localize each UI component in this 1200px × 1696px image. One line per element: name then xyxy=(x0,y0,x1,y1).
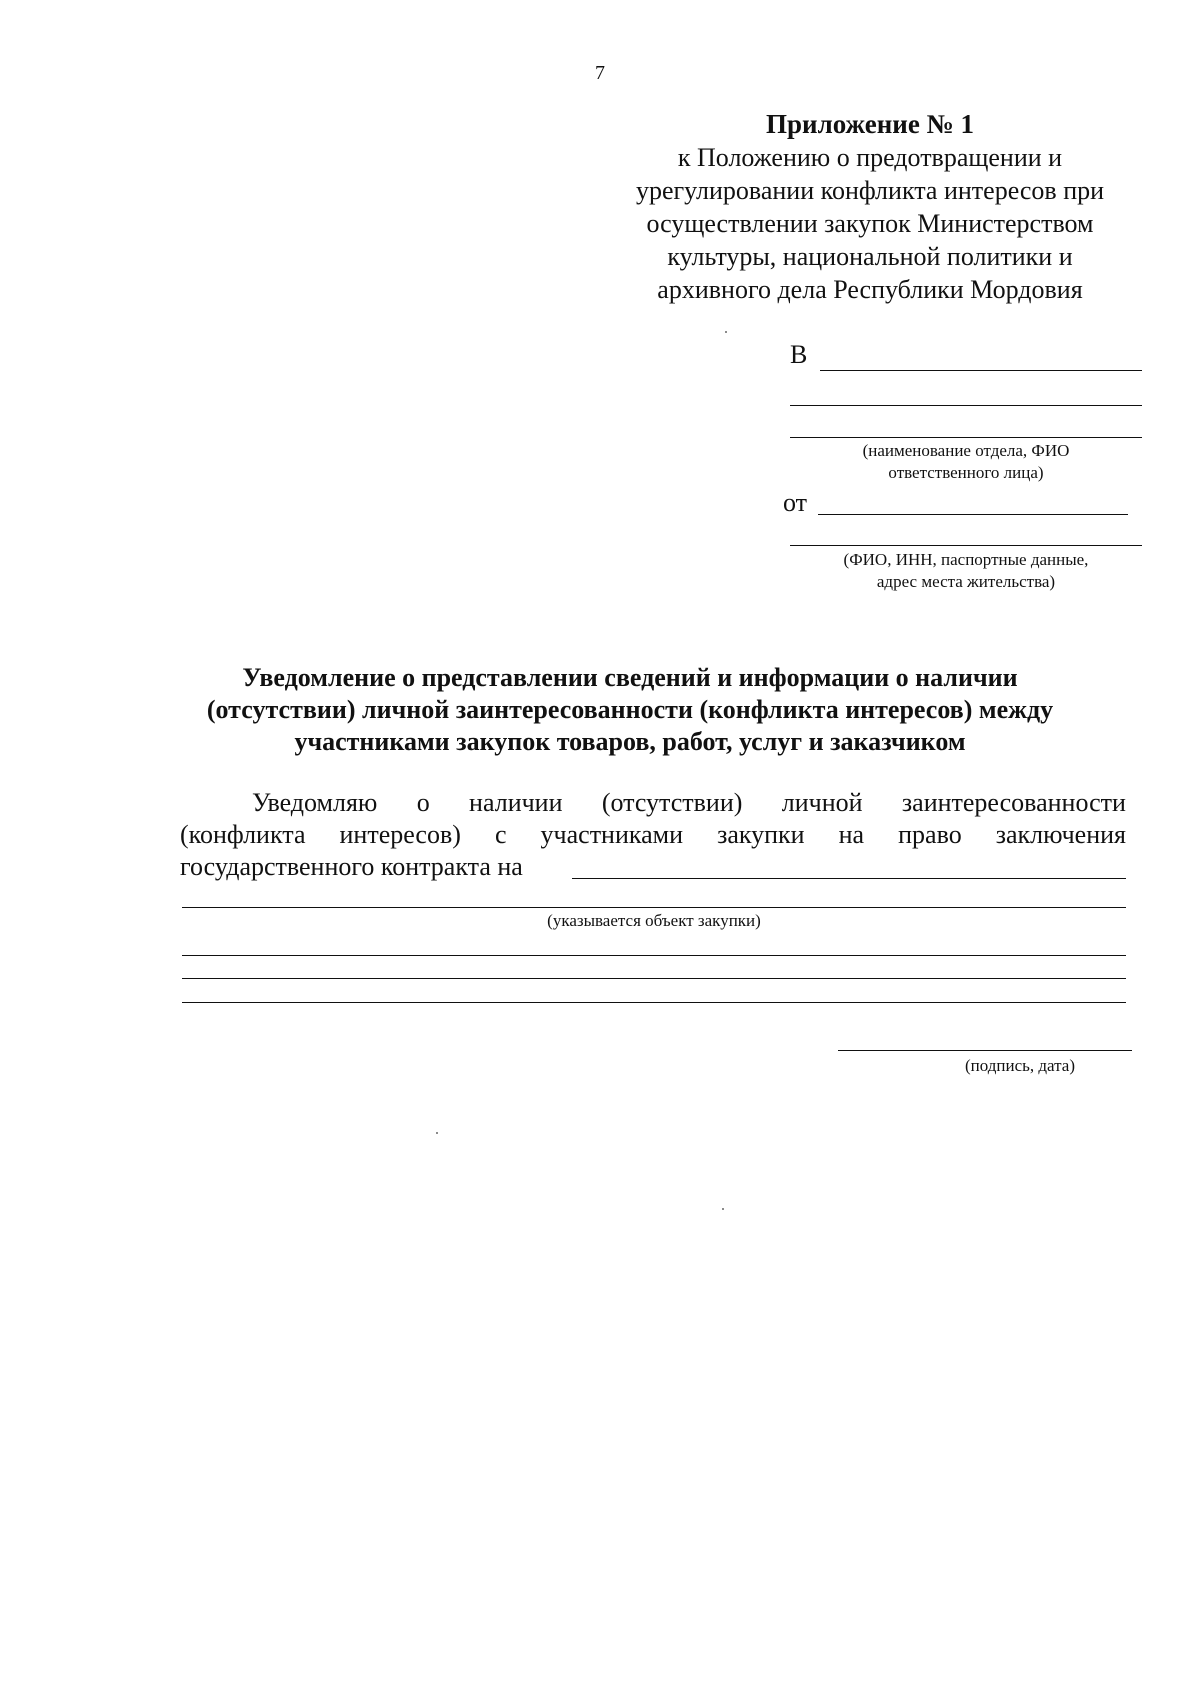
body-word: наличии xyxy=(469,788,563,817)
recipient-from-line-2[interactable] xyxy=(790,545,1142,546)
body-word: Уведомляю xyxy=(252,788,378,817)
contract-object-line-1[interactable] xyxy=(572,878,1126,879)
page-number: 7 xyxy=(595,62,605,84)
recipient-to-label: В xyxy=(790,340,808,369)
contract-object-line-4[interactable] xyxy=(182,978,1126,979)
appendix-line: культуры, национальной политики и xyxy=(667,242,1073,271)
recipient-to-line-3[interactable] xyxy=(790,437,1142,438)
signature-caption: (подпись, дата) xyxy=(964,1056,1075,1075)
body-word: (конфликта xyxy=(180,820,306,849)
appendix-line: к Положению о предотвращении и xyxy=(677,143,1063,172)
caption-line: адрес места жительства) xyxy=(876,572,1056,591)
body-row-3-text: государственного контракта на xyxy=(180,852,523,881)
body-word: закупки xyxy=(717,820,805,849)
body-word: заинтересованности xyxy=(901,788,1126,817)
recipient-from-label: от xyxy=(783,488,808,517)
recipient-to-line-1[interactable] xyxy=(820,370,1142,371)
body-row-2 xyxy=(180,819,1126,851)
appendix-header xyxy=(600,108,1140,306)
appendix-line: осуществлении закупок Министерством xyxy=(646,209,1094,238)
notice-title-line: участниками закупок товаров, работ, услуг и заказчиком xyxy=(294,727,966,756)
body-word: личной xyxy=(781,788,863,817)
appendix-line: урегулировании конфликта интересов при xyxy=(635,176,1105,205)
notice-body xyxy=(180,787,1126,883)
body-word: на xyxy=(838,820,865,849)
caption-line: (ФИО, ИНН, паспортные данные, xyxy=(843,550,1089,569)
notice-title xyxy=(160,662,1100,758)
scan-speck xyxy=(725,331,727,333)
contract-object-caption: (указывается объект закупки) xyxy=(547,911,761,930)
appendix-line: архивного дела Республики Мордовия xyxy=(657,275,1083,304)
signature-line[interactable] xyxy=(838,1050,1132,1051)
body-row-1 xyxy=(180,787,1126,819)
caption-line: ответственного лица) xyxy=(888,463,1044,482)
contract-object-line-5[interactable] xyxy=(182,1002,1126,1003)
body-word: заключения xyxy=(995,820,1126,849)
contract-object-line-3[interactable] xyxy=(182,955,1126,956)
body-word: о xyxy=(416,788,430,817)
body-word: интересов) xyxy=(339,820,461,849)
appendix-title: Приложение № 1 xyxy=(766,109,974,139)
recipient-to-caption xyxy=(790,440,1142,484)
scan-speck xyxy=(722,1208,724,1210)
recipient-from-line-1[interactable] xyxy=(818,514,1128,515)
body-word: с xyxy=(494,820,507,849)
recipient-to-line-2[interactable] xyxy=(790,405,1142,406)
body-word: (отсутствии) xyxy=(601,788,743,817)
body-word: право xyxy=(898,820,962,849)
caption-line: (наименование отдела, ФИО xyxy=(862,441,1070,460)
body-word: участниками xyxy=(540,820,684,849)
notice-title-line: (отсутствии) личной заинтересованности (конфликта интересов) между xyxy=(206,695,1054,724)
recipient-from-caption xyxy=(790,549,1142,593)
scan-speck xyxy=(436,1132,438,1134)
contract-object-line-2[interactable] xyxy=(182,907,1126,908)
notice-title-line: Уведомление о представлении сведений и информации о наличии xyxy=(242,663,1018,692)
